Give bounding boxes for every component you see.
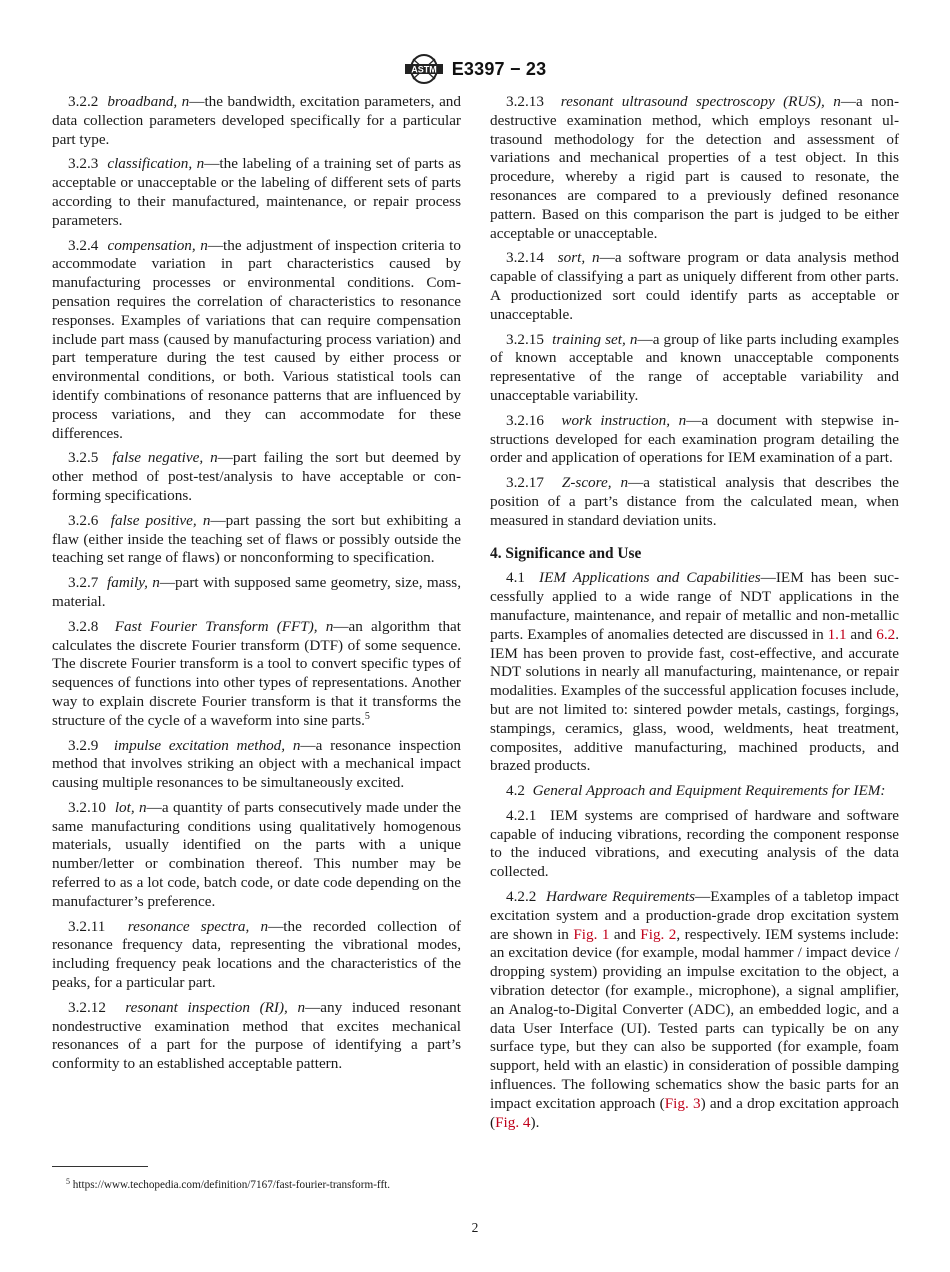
link-section-6-2[interactable]: 6.2 bbox=[876, 625, 896, 643]
link-fig-4[interactable]: Fig. 4 bbox=[495, 1113, 531, 1131]
para-4-2-2: 4.2.2 Hardware Requirements—Examples of a tabletop impact excitation system and a production-grade drop excitation system are shown in Fig. 1 and Fig. 2, respectively. IEM systems include: an excitation device (for example, modal hammer / impact device / dropping system) providing an impulse excitation to the object, a vibration detector (for example., microphone), a signal amplifier, an Analog-to-Digital Converter (ADC), an embedded logic, and a data User Interface (UI). Tested parts can typically be on any surface type, but they can also be supported (for example, foam support, held with an elastic) in consideration of possible damping influences. The following schematics show the basic parts for an impact excitation approach (Fig. 3) and a drop excitation approach (Fig. 4). bbox=[490, 888, 900, 1131]
section-heading-4: 4. Significance and Use bbox=[490, 544, 642, 562]
term-3-2-2: 3.2.2 broadband, n—the bandwidth, excitation parameters, and data collection parameters developed specifically for a particular part type. bbox=[52, 93, 461, 148]
footnote-ref-5[interactable]: 5 bbox=[364, 710, 370, 722]
standard-designation: E3397 − 23 bbox=[451, 58, 547, 79]
right-column bbox=[490, 93, 899, 1138]
term-3-2-5: 3.2.5 false negative, n—part failing the sort but deemed by other method of post-test/analysis to have acceptable or conforming specifications. bbox=[52, 449, 461, 504]
footnote: $^5$ https://www.techopedia.com/definition/7167/fast-fourier-transform-fft. bbox=[66, 1177, 391, 1191]
term-3-2-10: 3.2.10 lot, n—a quantity of parts consecutively made under the same manufacturing conditions using qualitatively homogenous materials, usually identified on the parts with a unique number/letter or combination thereof. This number may be referred to as a lot code, batch code, or date code depending on the manufacturer’s preference. bbox=[52, 798, 461, 910]
link-fig-1[interactable]: Fig. 1 bbox=[573, 925, 610, 943]
para-4-2: 4.2 General Approach and Equipment Requirements for IEM: bbox=[506, 782, 886, 800]
term-3-2-4: 3.2.4 compensation, n—the adjustment of inspection criteria to accommodate variation in part characteristics caused by manufacturing processes or environmental conditions. Compensation requires the correlation of characteristics to resonance responses. Examples of variations that can require compensation include part mass (caused by manufacturing process variation) and part temperature during the test caused by either process or environmental conditions, or both. Various statistical tools can identify combinations of resonance patterns that are influenced by process variations, and they can accommodate for these differences. bbox=[52, 236, 461, 442]
link-section-1-1[interactable]: 1.1 bbox=[827, 625, 847, 643]
para-4-1: 4.1 IEM Applications and Capabilities—IEM has been successfully applied to a wide range of NDT applications in the manufacture, maintenance, and repair of metallic and non-metallic parts. Examples of anomalies detected are discussed in 1.1 and 6.2. IEM has been proven to provide fast, cost-effective, and accurate NDT solutions in nearly all manufacturing, maintenance, or repair modalities. Examples of the successful application focuses include, but are not limited to: sintered powder metals, castings, forgings, stampings, ceramics, glass, wood, weldments, heat treatment, composites, additive manufacturing, machined products, and brazed products. bbox=[490, 569, 900, 775]
link-fig-2[interactable]: Fig. 2 bbox=[640, 925, 677, 943]
term-3-2-9: 3.2.9 impulse excitation method, n—a resonance inspection method that involves striking an object with a mechanical impact causing multiple resonances to be simultaneously excited. bbox=[52, 736, 462, 792]
term-3-2-12: 3.2.12 resonant inspection (RI), n—any induced resonant nondestructive examination method that excites mechanical resonances of a part for the purpose of identifying a part’s conformity to an established acceptable pattern. bbox=[52, 998, 461, 1073]
page-number: 2 bbox=[471, 1220, 479, 1235]
term-3-2-13: 3.2.13 resonant ultrasound spectroscopy (RUS), n—a nondestructive examination method, which employs resonant ultrasound methodology for the detection and assessment of variations and mechanical properties of a test object. In this procedure, whereby a rigid part is caused to resonate, the resonances are compared to a previously defined resonance pattern. Based on this comparison the part is judged to be either acceptable or unacceptable. bbox=[490, 93, 899, 242]
link-fig-3[interactable]: Fig. 3 bbox=[664, 1094, 701, 1112]
page-header bbox=[0, 52, 950, 86]
footnote-url[interactable]: https://www.techopedia.com/definition/7167/fast-fourier-transform-fft. bbox=[72, 1179, 391, 1191]
footnote-divider bbox=[52, 1166, 148, 1167]
term-3-2-6: 3.2.6 false positive, n—part passing the sort but exhibiting a flaw (either inside the teaching set of flaws or possibly outside the teaching set range of flaws) or nonconforming to specification. bbox=[52, 511, 461, 567]
para-4-2-1: 4.2.1 IEM systems are comprised of hardware and software capable of inducing vibrations, recording the component response to the induced vibrations, and executing analysis of the data collected. bbox=[490, 806, 899, 881]
term-3-2-17: 3.2.17 Z-score, n—a statistical analysis that describes the position of a part’s distance from the calculated mean, when measured in standard deviation units. bbox=[490, 474, 899, 529]
left-column bbox=[52, 93, 461, 1080]
term-3-2-11: 3.2.11 resonance spectra, n—the recorded collection of resonance frequency data, representing the vibrational modes, including frequency peak locations and the characteristics of the peaks, for a particular part. bbox=[52, 917, 461, 992]
term-3-2-14: 3.2.14 sort, n—a software program or data analysis method capable of classifying a part as uniquely different from other parts. A productionized sort could identify parts as acceptable or unacceptable. bbox=[490, 249, 899, 323]
term-3-2-7: 3.2.7 family, n—part with supposed same geometry, size, mass, material. bbox=[52, 574, 462, 610]
term-3-2-8: 3.2.8 Fast Fourier Transform (FFT), n—an algorithm that calculates the discrete Fourier transform (DTF) of some sequence. The discrete Fourier transform is a tool to convert specific types of sequences of functions into other types of representations. Another way to explain discrete Fourier transform is that it transforms the structure of the cycle of a waveform into sine parts.$^5$ bbox=[52, 617, 462, 729]
term-3-2-16: 3.2.16 work instruction, n—a document with stepwise instructions developed for each examination program detailing the order and application of operations for IEM examination of a part. bbox=[490, 411, 899, 467]
term-3-2-15: 3.2.15 training set, n—a group of like parts including examples of known acceptable and known unacceptable components representative of the range of acceptable variability and unacceptable variability. bbox=[490, 330, 899, 404]
astm-logo-text: ASTM bbox=[410, 64, 437, 75]
term-3-2-3: 3.2.3 classification, n—the labeling of a training set of parts as acceptable or unacceptable or the labeling of different sets of parts according to their manufactured, maintenance, or repair process parameters. bbox=[52, 155, 461, 229]
astm-logo bbox=[404, 53, 444, 85]
